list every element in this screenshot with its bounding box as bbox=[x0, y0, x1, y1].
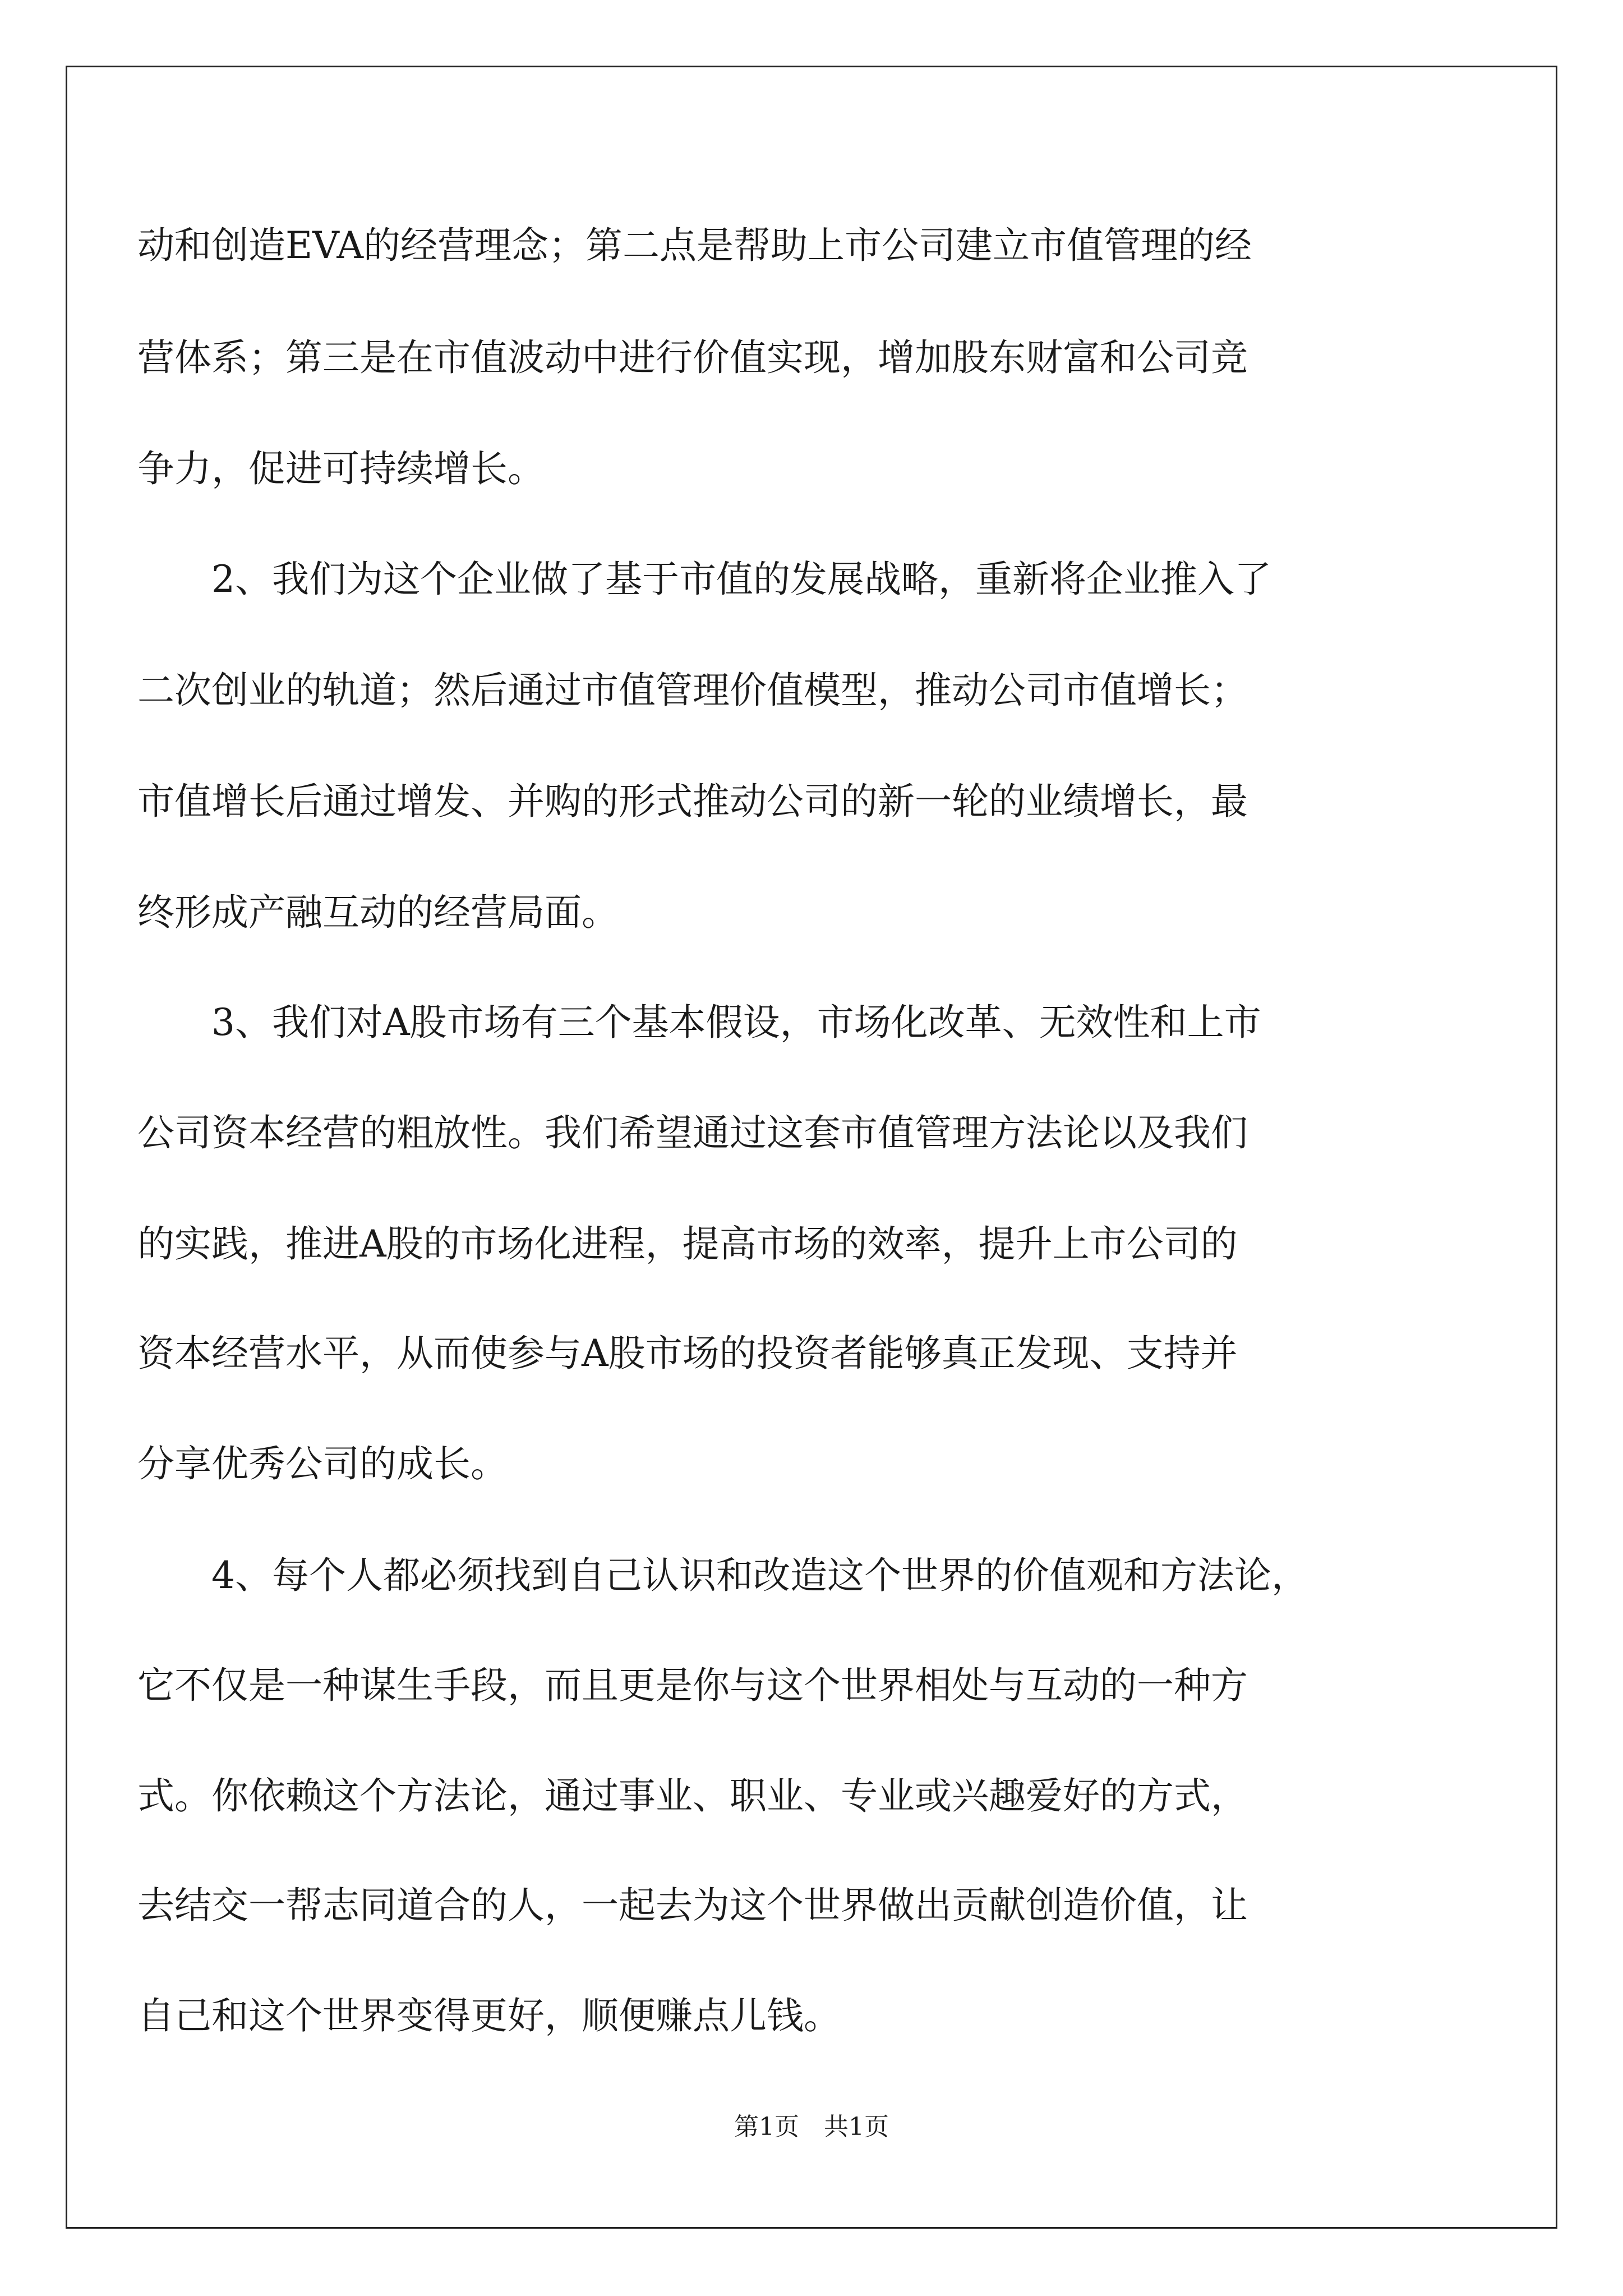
text-line: 二次创业的轨道；然后通过市值管理价值模型，推动公司市值增长； bbox=[137, 669, 1248, 712]
text-line: 市值增长后通过增发、并购的形式推动公司的新一轮的业绩增长，最 bbox=[137, 780, 1248, 823]
text-line: 4、每个人都必须找到自己认识和改造这个世界的价值观和方法论， bbox=[137, 1554, 1308, 1597]
text-line: 动和创造EVA的经营理念；第二点是帮助上市公司建立市值管理的经 bbox=[137, 224, 1252, 267]
text-line: 式。你依赖这个方法论，通过事业、职业、专业或兴趣爱好的方式， bbox=[137, 1774, 1248, 1818]
text-line: 的实践，推进A股的市场化进程，提高市场的效率，提升上市公司的 bbox=[137, 1222, 1238, 1266]
text-line: 它不仅是一种谋生手段，而且更是你与这个世界相处与互动的一种方 bbox=[137, 1664, 1248, 1707]
page-footer: 第1页 共1页 bbox=[734, 2113, 889, 2141]
text-line: 资本经营水平，从而使参与A股市场的投资者能够真正发现、支持并 bbox=[137, 1332, 1238, 1375]
text-line: 2、我们为这个企业做了基于市值的发展战略，重新将企业推入了 bbox=[137, 558, 1271, 601]
text-line: 分享优秀公司的成长。 bbox=[137, 1442, 508, 1485]
text-line: 营体系；第三是在市值波动中进行价值实现，增加股东财富和公司竞 bbox=[137, 336, 1248, 379]
text-line: 去结交一帮志同道合的人，一起去为这个世界做出贡献创造价值，让 bbox=[137, 1884, 1248, 1927]
text-line: 终形成产融互动的经营局面。 bbox=[137, 891, 619, 934]
text-line: 3、我们对A股市场有三个基本假设，市场化改革、无效性和上市 bbox=[137, 1001, 1261, 1044]
text-line: 公司资本经营的粗放性。我们希望通过这套市值管理方法论以及我们 bbox=[137, 1111, 1248, 1154]
text-line: 争力，促进可持续增长。 bbox=[137, 447, 545, 490]
text-line: 自己和这个世界变得更好，顺便赚点儿钱。 bbox=[137, 1994, 841, 2037]
